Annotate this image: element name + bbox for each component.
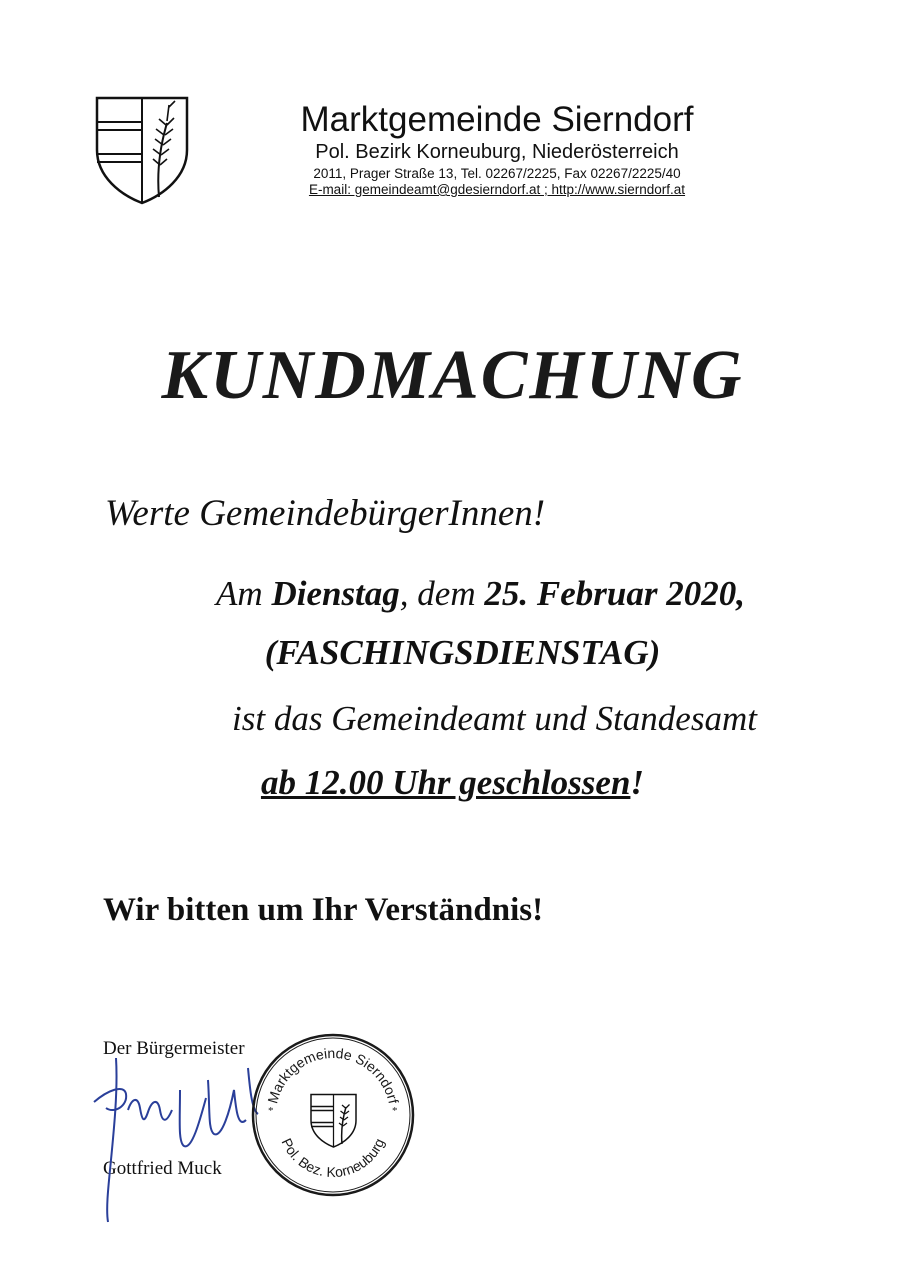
stamp-bottom-text: Pol. Bez. Korneuburg	[278, 1135, 388, 1181]
org-address: 2011, Prager Straße 13, Tel. 02267/2225, Fax 02267/2225/40	[313, 166, 681, 181]
closing-time-text: ab 12.00 Uhr geschlossen	[260, 763, 631, 802]
greeting: Werte GemeindebürgerInnen!	[105, 493, 546, 534]
coat-of-arms-icon	[93, 95, 191, 205]
notice-text: , dem	[399, 574, 485, 613]
notice-occasion: (FASCHINGSDIENSTAG)	[264, 633, 661, 672]
notice-date-line	[28, 573, 905, 615]
notice-text: Am	[216, 574, 272, 613]
notice-closing-time	[0, 762, 905, 804]
stamp-crest-icon	[311, 1095, 356, 1148]
letterhead	[262, 100, 732, 198]
page-title: KUNDMACHUNG	[161, 337, 744, 414]
svg-text:*: *	[392, 1105, 398, 1117]
signature-role: Der Bürgermeister	[103, 1038, 245, 1059]
org-district: Pol. Bezirk Korneuburg, Niederösterreich	[315, 141, 679, 163]
official-seal-stamp	[248, 1030, 418, 1200]
stamp-top-text: Marktgemeinde Sierndorf	[264, 1044, 402, 1106]
org-contact: E-mail: gemeindeamt@gdesierndorf.at ; http://www.sierndorf.at	[308, 182, 686, 197]
signature-name: Gottfried Muck	[103, 1158, 222, 1179]
org-name: Marktgemeinde Sierndorf	[300, 100, 694, 139]
notice-offices: ist das Gemeindeamt und Standesamt	[232, 699, 757, 738]
notice-weekday: Dienstag	[271, 574, 400, 613]
svg-text:*: *	[268, 1105, 274, 1117]
closing-remark: Wir bitten um Ihr Verständnis!	[103, 892, 544, 928]
notice-date: 25. Februar 2020,	[484, 574, 745, 613]
closing-time-exclamation: !	[630, 763, 645, 802]
